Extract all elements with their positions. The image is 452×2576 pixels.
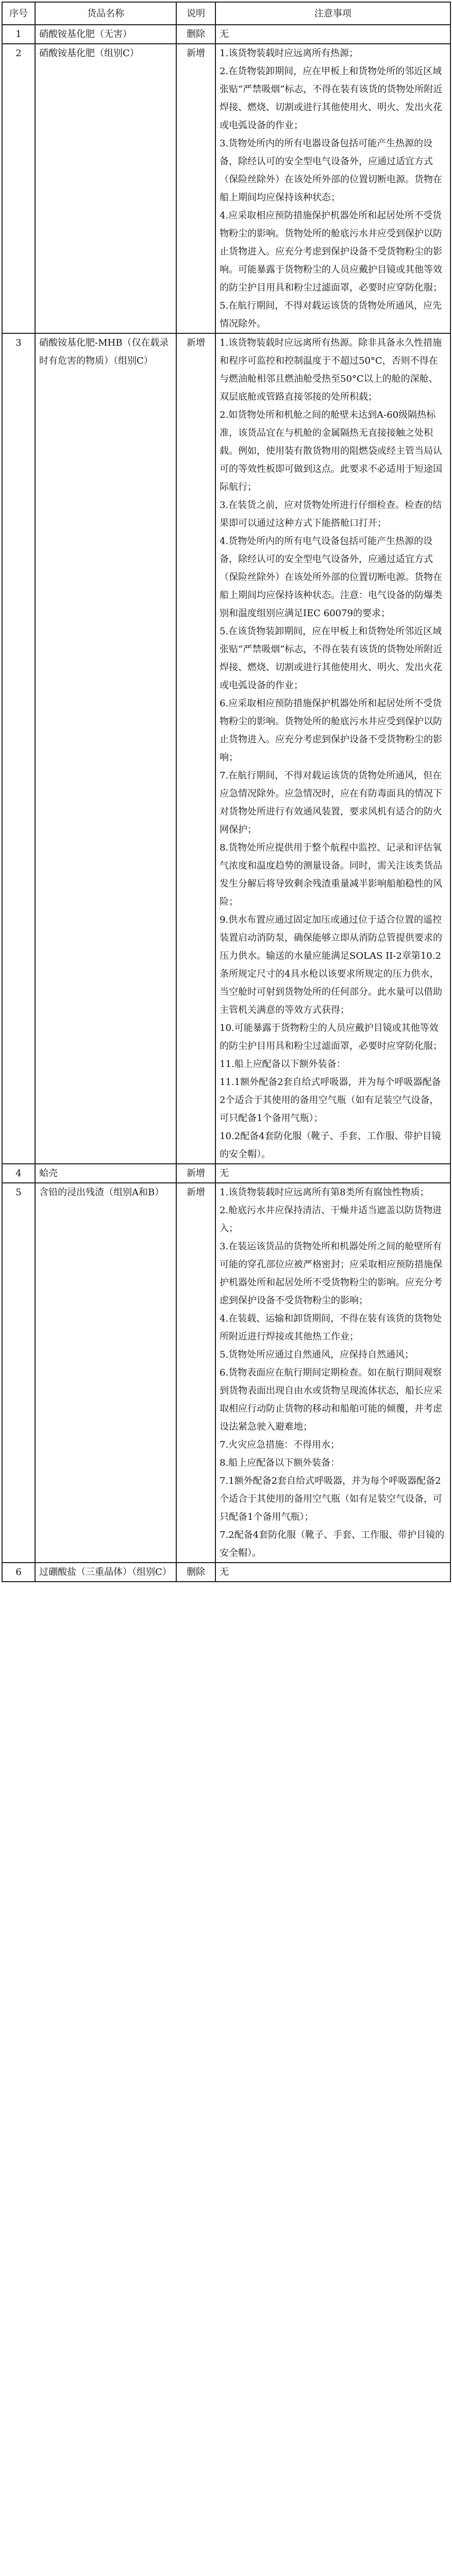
table-header-row	[2, 2, 450, 25]
row-attention	[215, 333, 450, 1164]
attention-item: 11.船上应配备以下额外装备：	[220, 1059, 346, 1070]
row-note: 新增	[176, 1164, 215, 1183]
attention-item: 5.在航行期间，不得对载运该货的货物处所通风，应先情况除外。	[220, 300, 442, 329]
attention-item: 无	[220, 29, 229, 40]
table-row	[2, 1164, 450, 1183]
header-attention: 注意事项	[215, 2, 450, 25]
row-seq: 6	[2, 1563, 35, 1582]
attention-item: 11.1额外配备2套自给式呼吸器，并为每个呼吸器配备2个适合于其使用的备用空气瓶（如有足装空气设备，可只配备1个备用气瓶）；	[220, 1077, 441, 1124]
attention-item: 7.2配备4套防化服（靴子、手套、工作服、带护目镜的安全帽）。	[220, 1530, 445, 1558]
row-note: 删除	[176, 1563, 215, 1582]
row-goods-name: 硝酸铵基化肥（组别C）	[35, 44, 176, 333]
row-seq: 5	[2, 1183, 35, 1563]
header-name: 货品名称	[35, 2, 176, 25]
attention-item: 4.货物处所内的所有电气设备包括可能产生热源的设备，除经认可的安全型电气设备外，应通过适宜方式（保险丝除外）在该处所外部的位置切断电源。货物在船上期间均应保持该种状态。注意：电气设备的防爆类别和温度组别应满足IEC 60079的要求；	[220, 536, 442, 619]
row-goods-name: 硝酸铵基化肥-MHB（仅在载录时有危害的物质）（组别C）	[35, 333, 176, 1164]
attention-item: 6.货物表面应在航行期间定期检查。如在航行期间观察到货物表面出现自由水或货物呈现流体状态，船长应采取相应行动防止货物的移动和船舶可能的倾覆，并考虑设法紧急驶入避难地；	[220, 1367, 442, 1432]
attention-item: 5.货物处所应通过自然通风，应保持自然通风；	[220, 1349, 414, 1360]
table-row	[2, 333, 450, 1164]
row-attention	[215, 25, 450, 44]
table-row	[2, 1563, 450, 1582]
row-seq: 3	[2, 333, 35, 1164]
attention-item: 9.供水布置应通过固定加压或通过位于适合位置的遥控装置启动消防泵，确保能够立即从消防总管提供要求的压力供水。输送的水量应能满足SOLAS II-2章第10.2条所规定尺寸的4具水枪以该要求所规定的压力供水，当空舱时可射到货物处所的任何部分。此水量可以借助主管机关满意的等效方式获得；	[220, 914, 442, 1015]
row-goods-name: 含铅的浸出残渣（组别A和B）	[35, 1183, 176, 1563]
attention-item: 3.在装货之前，应对货物处所进行仔细检查。检查的结果即可以通过这种方式下能搭舱口打开；	[220, 500, 442, 529]
table-body	[2, 25, 450, 1582]
header-seq: 序号	[2, 2, 35, 25]
row-attention	[215, 44, 450, 333]
attention-item: 3.在装运该货品的货物处所和机器处所之间的舱壁所有可能的穿孔部位应被严格密封；应采取相应预防措施保护机器处所和起居处所不受货物粉尘的影响。应充分考虑到保护设备不受货物粉尘的影响；	[220, 1241, 442, 1306]
attention-item: 2.在货物装卸期间，应在甲板上和货物处所的邻近区域张贴“严禁吸烟”标志，不得在装有该货的货物处所附近焊接、燃烧、切割或进行其他使用火、明火、发出火花或电弧设备的作业；	[220, 66, 443, 131]
row-goods-name: 硝酸铵基化肥（无害）	[35, 25, 176, 44]
attention-item: 5.在该货物装卸期间，应在甲板上和货物处所邻近区域张贴“严禁吸烟”标志，不得在装有该货的货物处所附近焊接、燃烧、切割或进行其他使用火、明火、发出火花或电弧设备的作业；	[220, 626, 443, 691]
attention-item: 2.舱底污水井应保持清洁、干燥并适当遮盖以防货物进入；	[220, 1205, 442, 1234]
table-row	[2, 44, 450, 333]
row-goods-name: 蛤壳	[35, 1164, 176, 1183]
header-note: 说明	[176, 2, 215, 25]
attention-item: 1.该货物装载时应远离所有热源；	[220, 48, 359, 59]
row-note: 新增	[176, 333, 215, 1164]
attention-item: 无	[220, 1567, 229, 1578]
table-row	[2, 25, 450, 44]
row-seq: 2	[2, 44, 35, 333]
regulation-table	[2, 2, 451, 1582]
attention-item: 7.在航行期间，不得对载运该货的货物处所通风，但在应急情况除外。应急情况时，应在有防毒面具的情况下对货物处所进行有效通风装置，要求风机有适合的防火网保护；	[220, 770, 442, 835]
row-note: 新增	[176, 1183, 215, 1563]
attention-item: 1.该货物装载时应远离所有第8类所有腐蚀性物质；	[220, 1187, 429, 1198]
row-note: 删除	[176, 25, 215, 44]
attention-item: 7.火灾应急措施：不得用水；	[220, 1439, 340, 1450]
attention-item: 10.可能暴露于货物粉尘的人员应戴护目镜或其他等效的防尘护目用具和粉尘过滤面罩，必要时应穿防化服；	[220, 1023, 442, 1052]
attention-item: 8.船上应配备以下额外装备：	[220, 1458, 340, 1468]
attention-item: 4.在装载、运输和卸货期间，不得在装有该货的货物处所附近进行焊接或其他热工作业；	[220, 1313, 442, 1342]
table-row	[2, 1183, 450, 1563]
row-seq: 4	[2, 1164, 35, 1183]
attention-item: 3.货物处所内的所有电器设备包括可能产生热源的设备，除经认可的安全型电气设备外，应通过适宜方式（保险丝除外）在该处所外部的位置切断电源。货物在船上期间均应保持该种状态；	[220, 138, 442, 203]
attention-item: 6.应采取相应预防措施保护机器处所和起居处所不受货物粉尘的影响。货物处所的舱底污水井应受到保护以防止货物进入。应充分考虑到保护设备不受货物粉尘的影响；	[220, 698, 442, 763]
row-goods-name: 过硼酸盐（三重晶体）（组别C）	[35, 1563, 176, 1582]
attention-item: 无	[220, 1168, 229, 1179]
row-attention	[215, 1563, 450, 1582]
attention-item: 7.1额外配备2套自给式呼吸器，并为每个呼吸器配备2个适合于其使用的备用空气瓶（如有足装空气设备，可只配备1个备用气瓶）；	[220, 1476, 442, 1522]
attention-item: 8.货物处所应提供用于整个航程中监控、记录和评估氧气浓度和温度趋势的测量设备。同时，需关注该类货品发生分解后将导致剩余残渣重量减半影响船舶稳性的风险；	[220, 842, 442, 907]
attention-item: 4.应采取相应预防措施保护机器处所和起居处所不受货物粉尘的影响。货物处所的舱底污水井应受到保护以防止货物进入。应充分考虑到保护设备不受货物粉尘的影响。可能暴露于货物粉尘的人员应戴护目镜或其他等效的防尘护目用具和粉尘过滤面罩，必要时应穿防化服；	[220, 210, 442, 293]
row-attention	[215, 1183, 450, 1563]
attention-item: 1.该货物装载时应远离所有热源。除非具备永久性措施和程序可监控和控制温度于不超过50°C，否则不得在与燃油舱相邻且燃油舱受热至50°C以上的舱的深舱、双层底舱或管路直接邻接的处所积载；	[220, 337, 442, 402]
row-note: 新增	[176, 44, 215, 333]
attention-item: 10.2配备4套防化服（靴子、手套、工作服、带护目镜的安全帽）。	[220, 1131, 441, 1160]
row-seq: 1	[2, 25, 35, 44]
attention-item: 2.如货物处所和机舱之间的舱壁未达到A-60级隔热标准，该货品宜在与机舱的金属隔热无直接接触之处积载。例如，使用装有散货物用的阻燃袋或经主管当局认可的等效性板即可做到这点。此要求不必适用于短途国际航行；	[220, 410, 442, 493]
row-attention	[215, 1164, 450, 1183]
